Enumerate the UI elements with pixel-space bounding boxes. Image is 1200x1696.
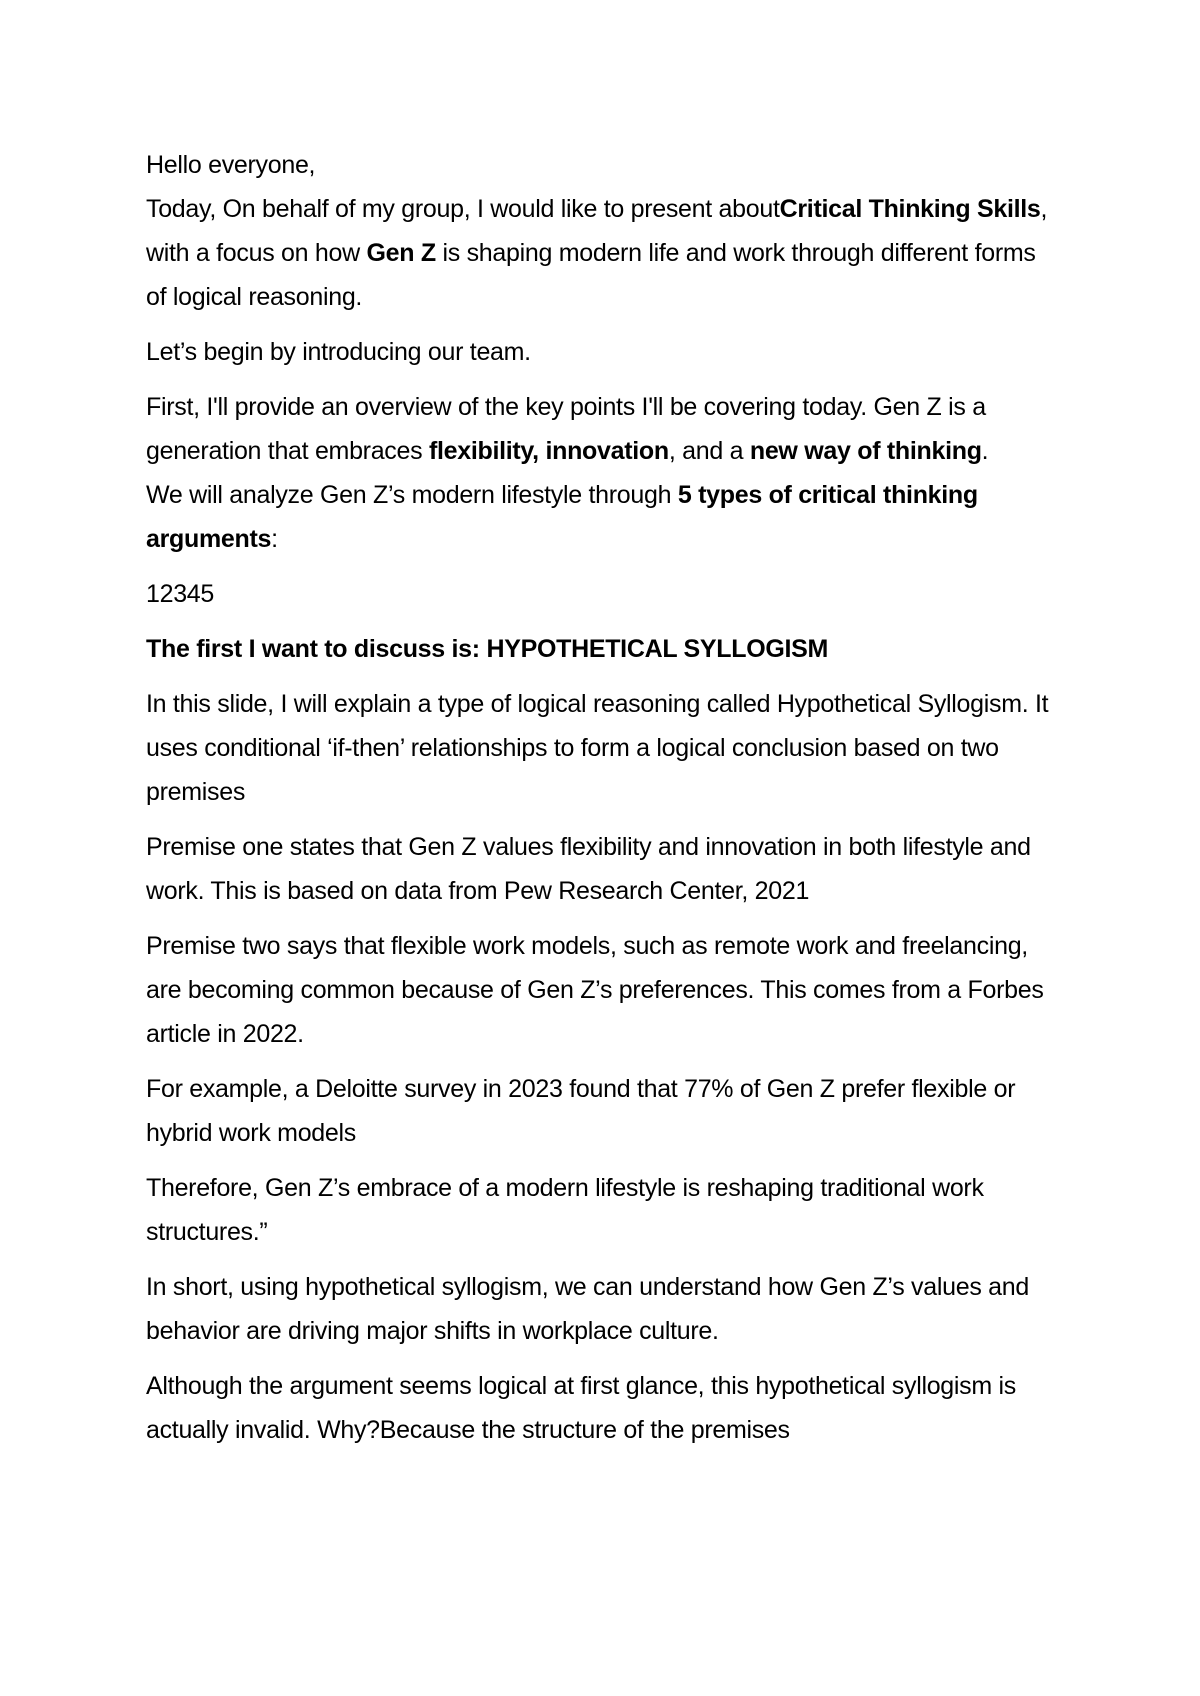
numbers-text: 12345	[146, 580, 215, 608]
paragraph-premise-one	[146, 825, 1050, 913]
overview-bold-flexibility: flexibility, innovation	[428, 437, 669, 465]
although-text: Although the argument seems logical at first glance, this hypothetical syllogism is actually invalid. Why?Because the structure of the premises	[146, 1372, 1016, 1444]
intro-text-1: Today, On behalf of my group, I would like to present about	[146, 195, 780, 223]
intro-bold-genz: Gen Z	[366, 239, 436, 267]
paragraph-example	[146, 1067, 1050, 1155]
overview-bold-new-way: new way of thinking	[749, 437, 982, 465]
in-short-text: In short, using hypothetical syllogism, we can understand how Gen Z’s values and behavior are driving major shifts in workplace culture.	[146, 1273, 1029, 1345]
premise-two-text: Premise two says that flexible work models, such as remote work and freelancing, are becoming common because of Gen Z’s preferences. This comes from a Forbes article in 2022.	[146, 932, 1044, 1048]
paragraph-heading	[146, 627, 1050, 671]
slide-explain-text: In this slide, I will explain a type of logical reasoning called Hypothetical Syllogism. It uses conditional ‘if-then’ relationships to form a logical conclusion based on two premises	[146, 690, 1049, 806]
example-text: For example, a Deloitte survey in 2023 found that 77% of Gen Z prefer flexible or hybrid work models	[146, 1075, 1016, 1147]
paragraph-although	[146, 1364, 1050, 1452]
paragraph-slide-explain	[146, 682, 1050, 814]
paragraph-analyze	[146, 473, 1050, 561]
analyze-text-1: We will analyze Gen Z’s modern lifestyle through	[146, 481, 678, 509]
paragraph-overview	[146, 385, 1050, 473]
therefore-text: Therefore, Gen Z’s embrace of a modern lifestyle is reshaping traditional work structures.”	[146, 1174, 984, 1246]
intro-bold-topic: Critical Thinking Skills	[779, 195, 1041, 223]
paragraph-numbers	[146, 572, 1050, 616]
overview-text-1: First, I'll provide an overview of the key points I'll be covering today. Gen Z is a generation that embraces	[146, 393, 986, 465]
paragraph-team	[146, 330, 1050, 374]
premise-one-text: Premise one states that Gen Z values flexibility and innovation in both lifestyle and work. This is based on data from Pew Research Center, 2021	[146, 833, 1031, 905]
intro-text-2: , with a focus on how	[146, 195, 1048, 267]
team-text: Let’s begin by introducing our team.	[146, 338, 531, 366]
paragraph-premise-two	[146, 924, 1050, 1056]
paragraph-intro	[146, 187, 1050, 319]
section-heading: The first I want to discuss is: HYPOTHETICAL SYLLOGISM	[146, 635, 829, 663]
paragraph-greeting	[146, 143, 1050, 187]
overview-text-3: .	[981, 437, 989, 465]
paragraph-therefore	[146, 1166, 1050, 1254]
analyze-text-2: :	[271, 525, 278, 553]
analyze-bold-types: 5 types of critical thinking arguments	[146, 481, 978, 553]
paragraph-in-short	[146, 1265, 1050, 1353]
intro-text-3: is shaping modern life and work through different forms of logical reasoning.	[146, 239, 1036, 311]
greeting-text: Hello everyone,	[146, 151, 316, 179]
overview-text-2: , and a	[668, 437, 750, 465]
